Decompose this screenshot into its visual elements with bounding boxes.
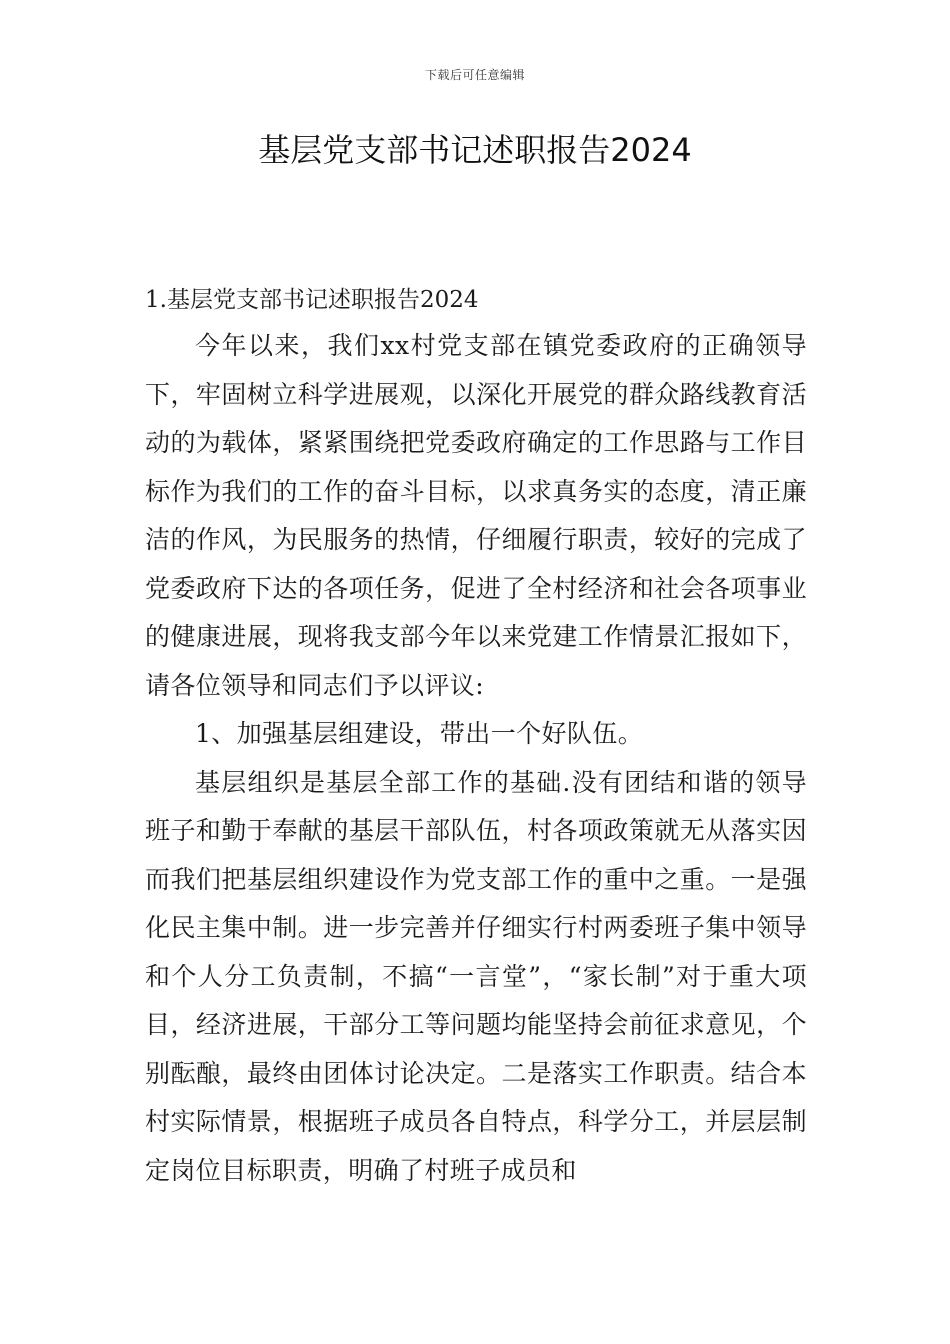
subheading-1: 1、加强基层组建设，带出一个好队伍。 [195,719,644,748]
document-title: 基层党支部书记述职报告2024 [258,131,692,169]
paragraph-intro: 今年以来，我们xx村党支部在镇党委政府的正确领导下，牢固树立科学进展观，以深化开展党的群众路线教育活动的为载体，紧紧围绕把党委政府确定的工作思路与工作目标作为我们的工作的奋斗目标，以求真务实的态度，清正廉洁的作风，为民服务的热情，仔细履行职责，较好的完成了党委政府下达的各项任务，促进了全村经济和社会各项事业的健康进展，现将我支部今年以来党建工作情景汇报如下，请各位领导和同志们予以评议: [145,331,807,700]
paragraph-organization: 基层组织是基层全部工作的基础.没有团结和谐的领导班子和勤于奉献的基层干部队伍，村各项政策就无从落实因而我们把基层组织建设作为党支部工作的重中之重。一是强化民主集中制。进一步完善并仔细实行村两委班子集中领导和个人分工负责制，不搞“一言堂”，“家长制”对于重大项目，经济进展，干部分工等问题均能坚持会前征求意见，个别酝酿，最终由团体讨论决定。二是落实工作职责。结合本村实际情景，根据班子成员各自特点，科学分工，并层层制定岗位目标职责，明确了村班子成员和 [145,767,807,1185]
section-title: 1.基层党支部书记述职报告2024 [145,287,479,313]
document-body [145,282,807,1195]
header-note: 下载后可任意编辑 [424,68,525,82]
